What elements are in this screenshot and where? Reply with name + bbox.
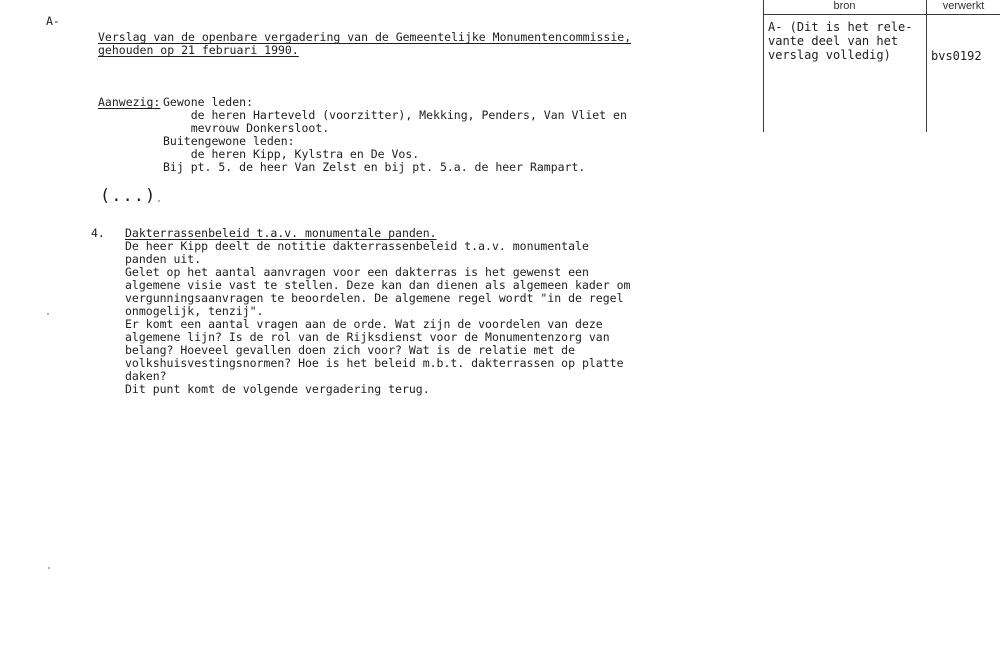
archive-reference-table — [763, 0, 1000, 132]
agenda-item-line: Dit punt komt de volgende vergadering terug. — [125, 382, 430, 396]
attendance-line: mevrouw Donkersloot. — [163, 121, 330, 135]
agenda-item-line: daken? — [125, 369, 167, 383]
agenda-item-line: volkshuisvestingsnormen? Hoe is het beleid m.b.t. dakterrassen op platte — [125, 356, 624, 370]
header-divider — [763, 14, 1000, 15]
agenda-item-line: De heer Kipp deelt de notitie dakterrassenbeleid t.a.v. monumentale — [125, 239, 589, 253]
attendance-line: Buitengewone leden: — [163, 134, 295, 148]
source-note: A- (Dit is het rele- vante deel van het verslag volledig) — [768, 20, 913, 62]
agenda-item-line: onmogelijk, tenzij". — [125, 304, 264, 318]
agenda-item-line: panden uit. — [125, 252, 202, 266]
attendance-line: de heren Harteveld (voorzitter), Mekking, Penders, Van Vliet en — [163, 108, 627, 122]
attendance-line: Bij pt. 5. de heer Van Zelst en bij pt. 5.a. de heer Rampart. — [163, 160, 586, 174]
agenda-item-number: 4. — [91, 226, 105, 240]
attendance-line: Gewone leden: — [163, 95, 254, 109]
agenda-item-line: Er komt een aantal vragen aan de orde. Wat zijn de voordelen van deze — [125, 317, 603, 331]
source-column-header: bron — [833, 0, 856, 12]
document-title-line-1: Verslag van de openbare vergadering van de Gemeentelijke Monumentencommissie, — [98, 30, 632, 44]
processed-column-header: verwerkt — [942, 0, 985, 12]
agenda-item-line: algemene lijn? Is de rol van de Rijksdienst voor de Monumentenzorg van — [125, 330, 610, 344]
column-divider — [926, 0, 927, 132]
scan-speck — [47, 313, 49, 315]
agenda-item-line: vergunningsaanvragen te beoordelen. De algemene regel wordt "in de regel — [125, 291, 624, 305]
agenda-item-line: Gelet op het aantal aanvragen voor een dakterras is het gewenst een — [125, 265, 589, 279]
document-marker: A- — [46, 14, 60, 28]
document-title-line-2: gehouden op 21 februari 1990. — [98, 43, 299, 57]
scan-speck — [48, 567, 50, 569]
scan-speck — [158, 200, 160, 202]
agenda-item-heading: Dakterrassenbeleid t.a.v. monumentale panden. — [125, 226, 437, 240]
agenda-item-line: belang? Hoeveel gevallen doen zich voor? Wat is de relatie met de — [125, 343, 576, 357]
table-border — [763, 0, 764, 132]
attendance-line: de heren Kipp, Kylstra en De Vos. — [163, 147, 420, 161]
omission-ellipsis: (...) — [100, 186, 157, 206]
processed-code: bvs0192 — [931, 49, 982, 63]
agenda-item-line: algemene visie vast te stellen. Deze kan dan dienen als algemeen kader om — [125, 278, 631, 292]
attendance-label: Aanwezig: — [98, 95, 161, 109]
